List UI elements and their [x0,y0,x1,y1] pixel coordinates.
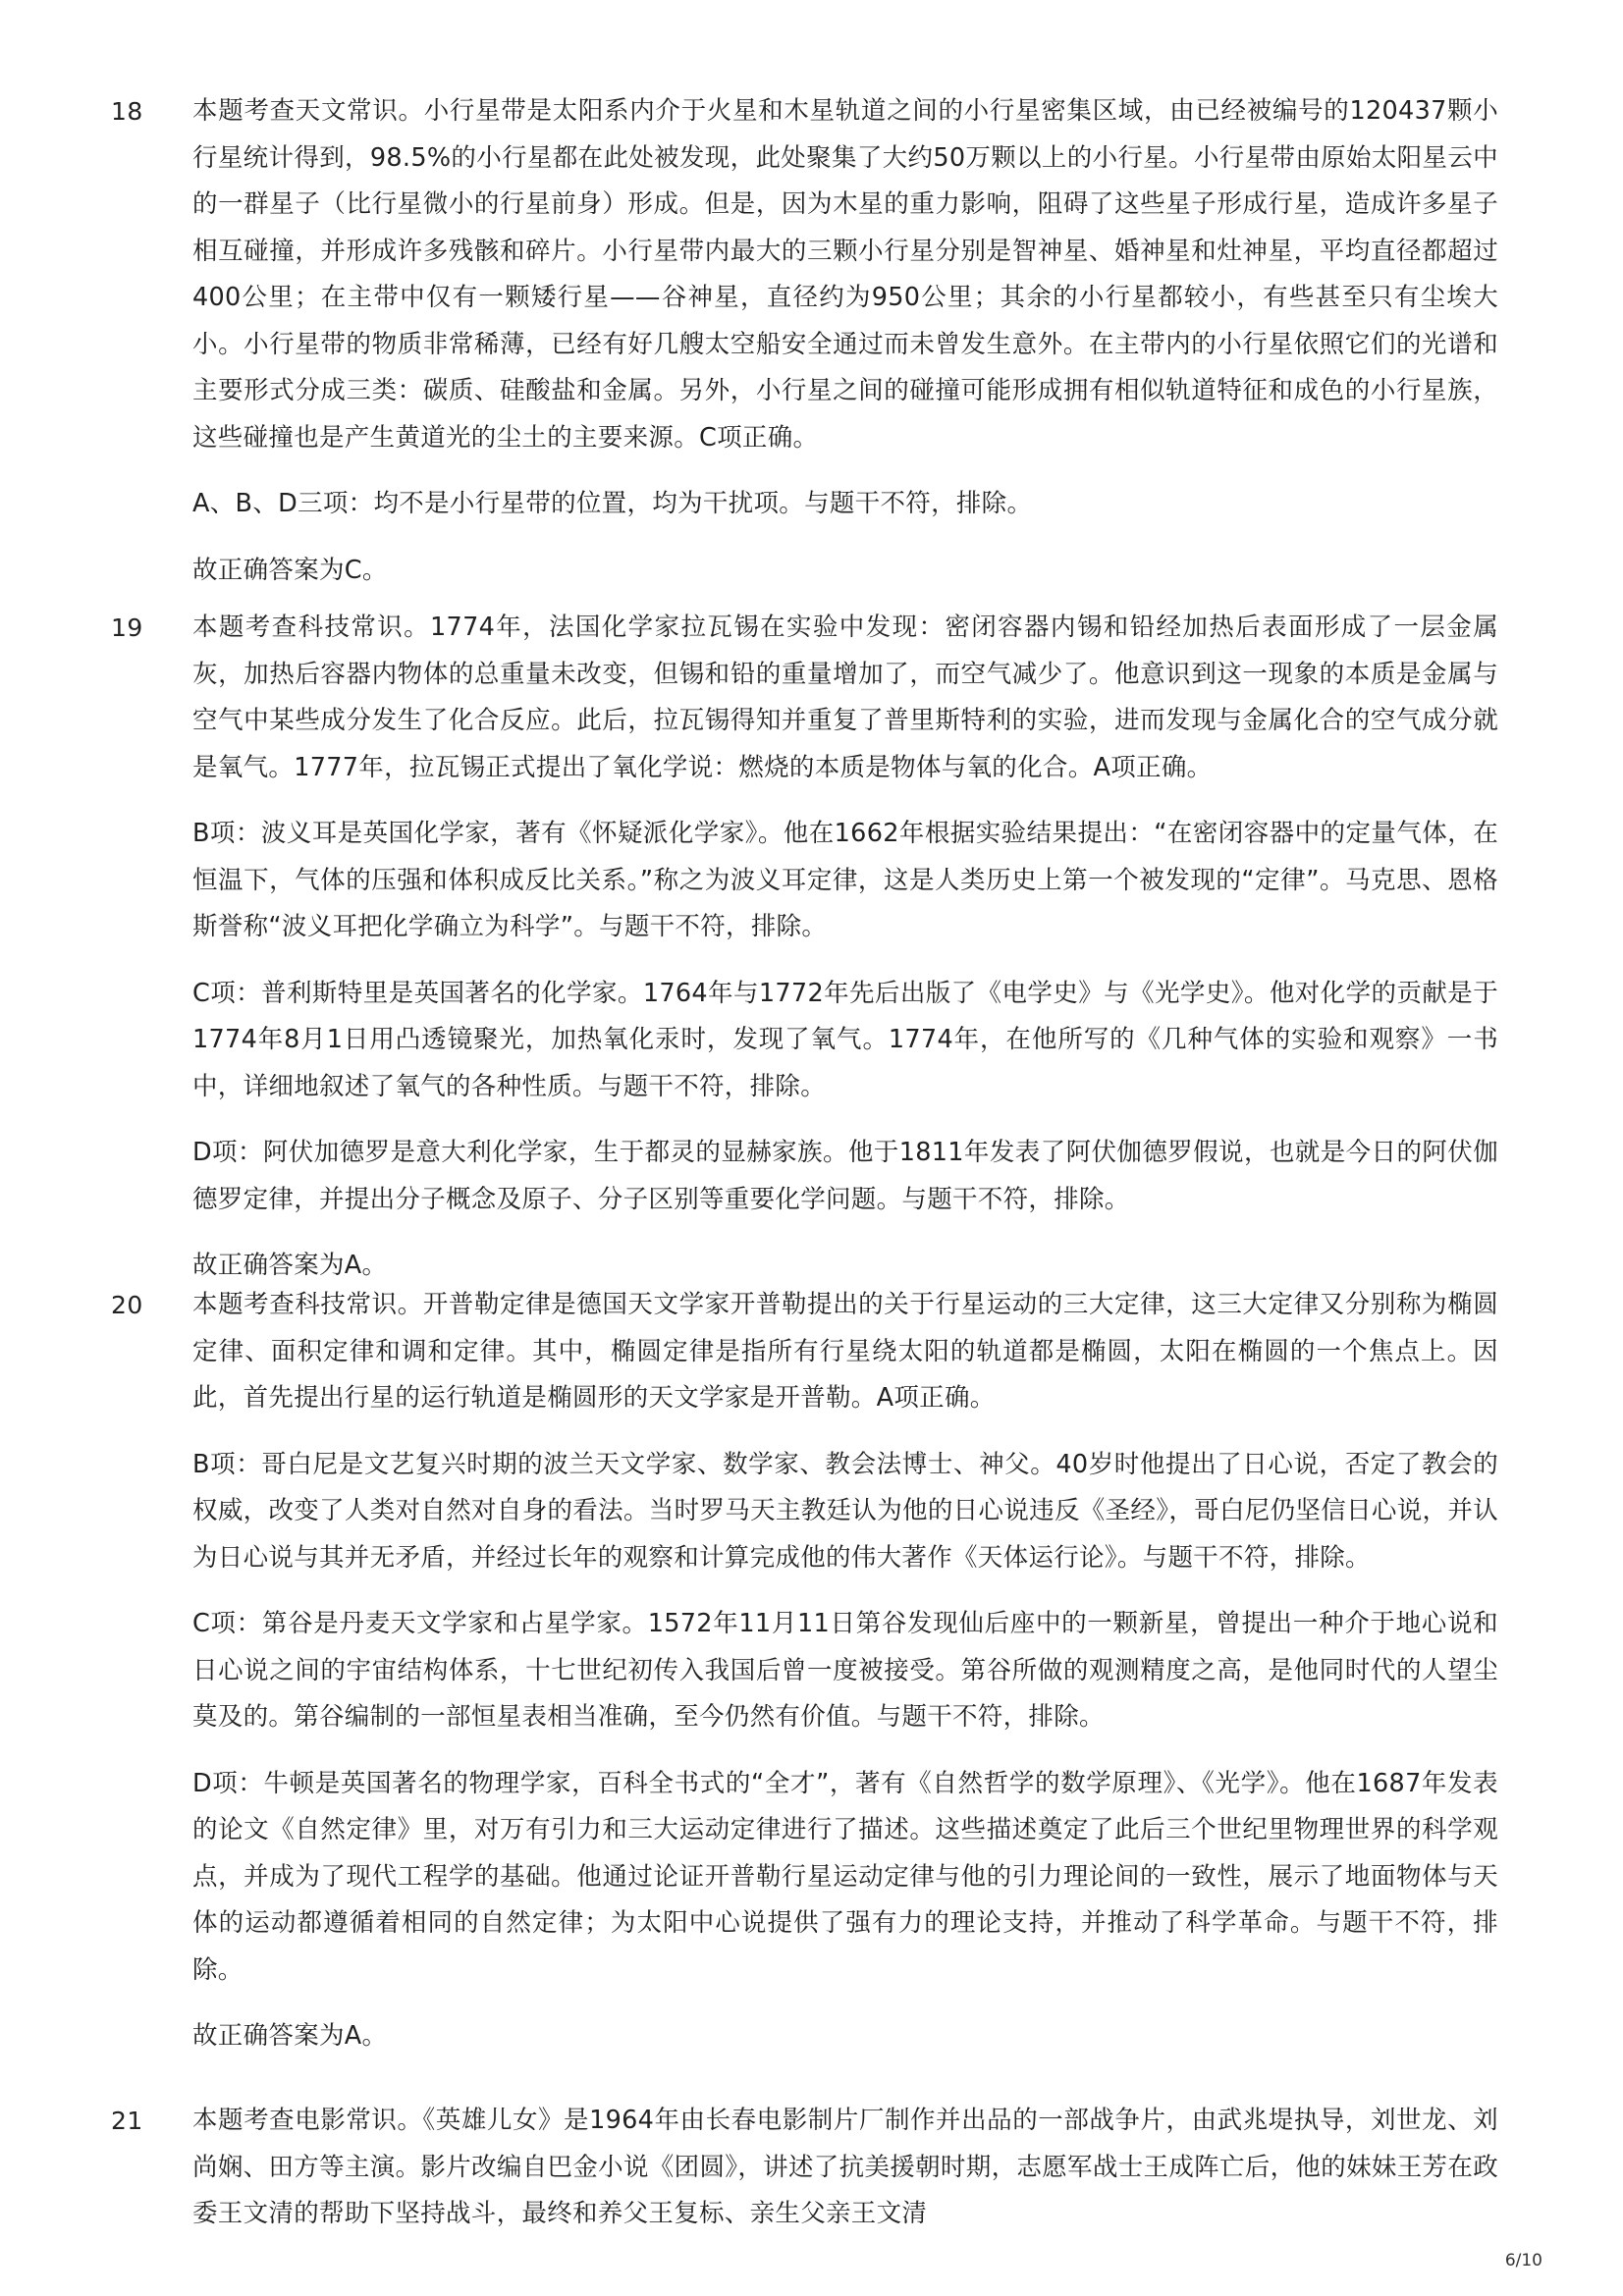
item-number: 18 [111,97,143,126]
correct-answer-line: 故正确答案为A。 [192,1251,388,1280]
item-body [192,2098,1498,2258]
item-body [192,88,1498,614]
explanation-paragraph: 本题考查电影常识。《英雄儿女》是1964年由长春电影制片厂制作并出品的一部战争片，由武兆堤执导，刘世龙、刘尚娴、田方等主演。影片改编自巴金小说《团圆》，讲述了抗美援朝时期，志愿军战士王成阵亡后，他的妹妹王芳在政委王文清的帮助下坚持战斗，最终和养父王复标、亲生父亲王文清 [192,2106,1498,2228]
item-body [192,1282,1498,2080]
option-d-paragraph: D项：阿伏加德罗是意大利化学家，生于都灵的显赫家族。他于1811年发表了阿伏伽德罗假说，也就是今日的阿伏伽德罗定律，并提出分子概念及原子、分子区别等重要化学问题。与题干不符，排除。 [192,1138,1498,1214]
option-b-paragraph: B项：哥白尼是文艺复兴时期的波兰天文学家、数学家、教会法博士、神父。40岁时他提出了日心说，否定了教会的权威，改变了人类对自然对自身的看法。当时罗马天主教廷认为他的日心说违反《圣经》，哥白尼仍坚信日心说，并认为日心说与其并无矛盾，并经过长年的观察和计算完成他的伟大著作《天体运行论》。与题干不符，排除。 [192,1449,1498,1573]
option-analysis-paragraph: A、B、D三项：均不是小行星带的位置，均为干扰项。与题干不符，排除。 [192,489,1033,518]
option-b-paragraph: B项：波义耳是英国化学家，著有《怀疑派化学家》。他在1662年根据实验结果提出：“在密闭容器中的定量气体，在恒温下，气体的压强和体积成反比关系。”称之为波义耳定律，这是人类历史上第一个被发现的“定律”。马克思、恩格斯誉称“波义耳把化学确立为科学”。与题干不符，排除。 [192,819,1498,941]
item-number: 20 [111,1291,143,1319]
explanation-paragraph: 本题考查科技常识。1774年，法国化学家拉瓦锡在实验中发现：密闭容器内锡和铅经加热后表面形成了一层金属灰，加热后容器内物体的总重量未改变，但锡和铅的重量增加了，而空气减少了。他意识到这一现象的本质是金属与空气中某些成分发生了化合反应。此后，拉瓦锡得知并重复了普里斯特利的实验，进而发现与金属化合的空气成分就是氧气。1777年，拉瓦锡正式提出了氧化学说：燃烧的本质是物体与氧的化合。A项正确。 [192,613,1498,782]
explanation-paragraph: 本题考查天文常识。小行星带是太阳系内介于火星和木星轨道之间的小行星密集区域，由已经被编号的120437颗小行星统计得到，98.5%的小行星都在此处被发现，此处聚集了大约50万颗以上的小行星。小行星带由原始太阳星云中的一群星子（比行星微小的行星前身）形成。但是，因为木星的重力影响，阻碍了这些星子形成行星，造成许多星子相互碰撞，并形成许多残骸和碎片。小行星带内最大的三颗小行星分别是智神星、婚神星和灶神星，平均直径都超过400公里；在主带中仅有一颗矮行星——谷神星，直径约为950公里；其余的小行星都较小，有些甚至只有尘埃大小。小行星带的物质非常稀薄，已经有好几艘太空船安全通过而未曾发生意外。在主带内的小行星依照它们的光谱和主要形式分成三类：碳质、硅酸盐和金属。另外，小行星之间的碰撞可能形成拥有相似轨道特征和成色的小行星族，这些碰撞也是产生黄道光的尘土的主要来源。C项正确。 [192,96,1498,453]
correct-answer-line: 故正确答案为A。 [192,2021,388,2051]
option-c-paragraph: C项：第谷是丹麦天文学家和占星学家。1572年11月11日第谷发现仙后座中的一颗新星，曾提出一种介于地心说和日心说之间的宇宙结构体系，十七世纪初传入我国后曾一度被接受。第谷所做的观测精度之高，是他同时代的人望尘莫及的。第谷编制的一部恒星表相当准确，至今仍然有价值。与题干不符，排除。 [192,1609,1498,1732]
explanation-paragraph: 本题考查科技常识。开普勒定律是德国天文学家开普勒提出的关于行星运动的三大定律，这三大定律又分别称为椭圆定律、面积定律和调和定律。其中，椭圆定律是指所有行星绕太阳的轨道都是椭圆，太阳在椭圆的一个焦点上。因此，首先提出行星的运行轨道是椭圆形的天文学家是开普勒。A项正确。 [192,1290,1498,1413]
item-body [192,605,1498,1309]
item-number: 19 [111,614,143,642]
option-d-paragraph: D项：牛顿是英国著名的物理学家，百科全书式的“全才”，著有《自然哲学的数学原理》、《光学》。他在1687年发表的论文《自然定律》里，对万有引力和三大运动定律进行了描述。这些描述奠定了此后三个世纪里物理世界的科学观点，并成为了现代工程学的基础。他通过论证开普勒行星运动定律与他的引力理论间的一致性，展示了地面物体与天体的运动都遵循着相同的自然定律；为太阳中心说提供了强有力的理论支持，并推动了科学革命。与题干不符，排除。 [192,1768,1498,1985]
page-number: 6/10 [1504,2251,1542,2270]
correct-answer-line: 故正确答案为C。 [192,555,388,585]
item-number: 21 [111,2107,143,2135]
option-c-paragraph: C项：普利斯特里是英国著名的化学家。1764年与1772年先后出版了《电学史》与《光学史》。他对化学的贡献是于1774年8月1日用凸透镜聚光，加热氧化汞时，发现了氧气。1774年，在他所写的《几种气体的实验和观察》一书中，详细地叙述了氧气的各种性质。与题干不符，排除。 [192,978,1498,1101]
